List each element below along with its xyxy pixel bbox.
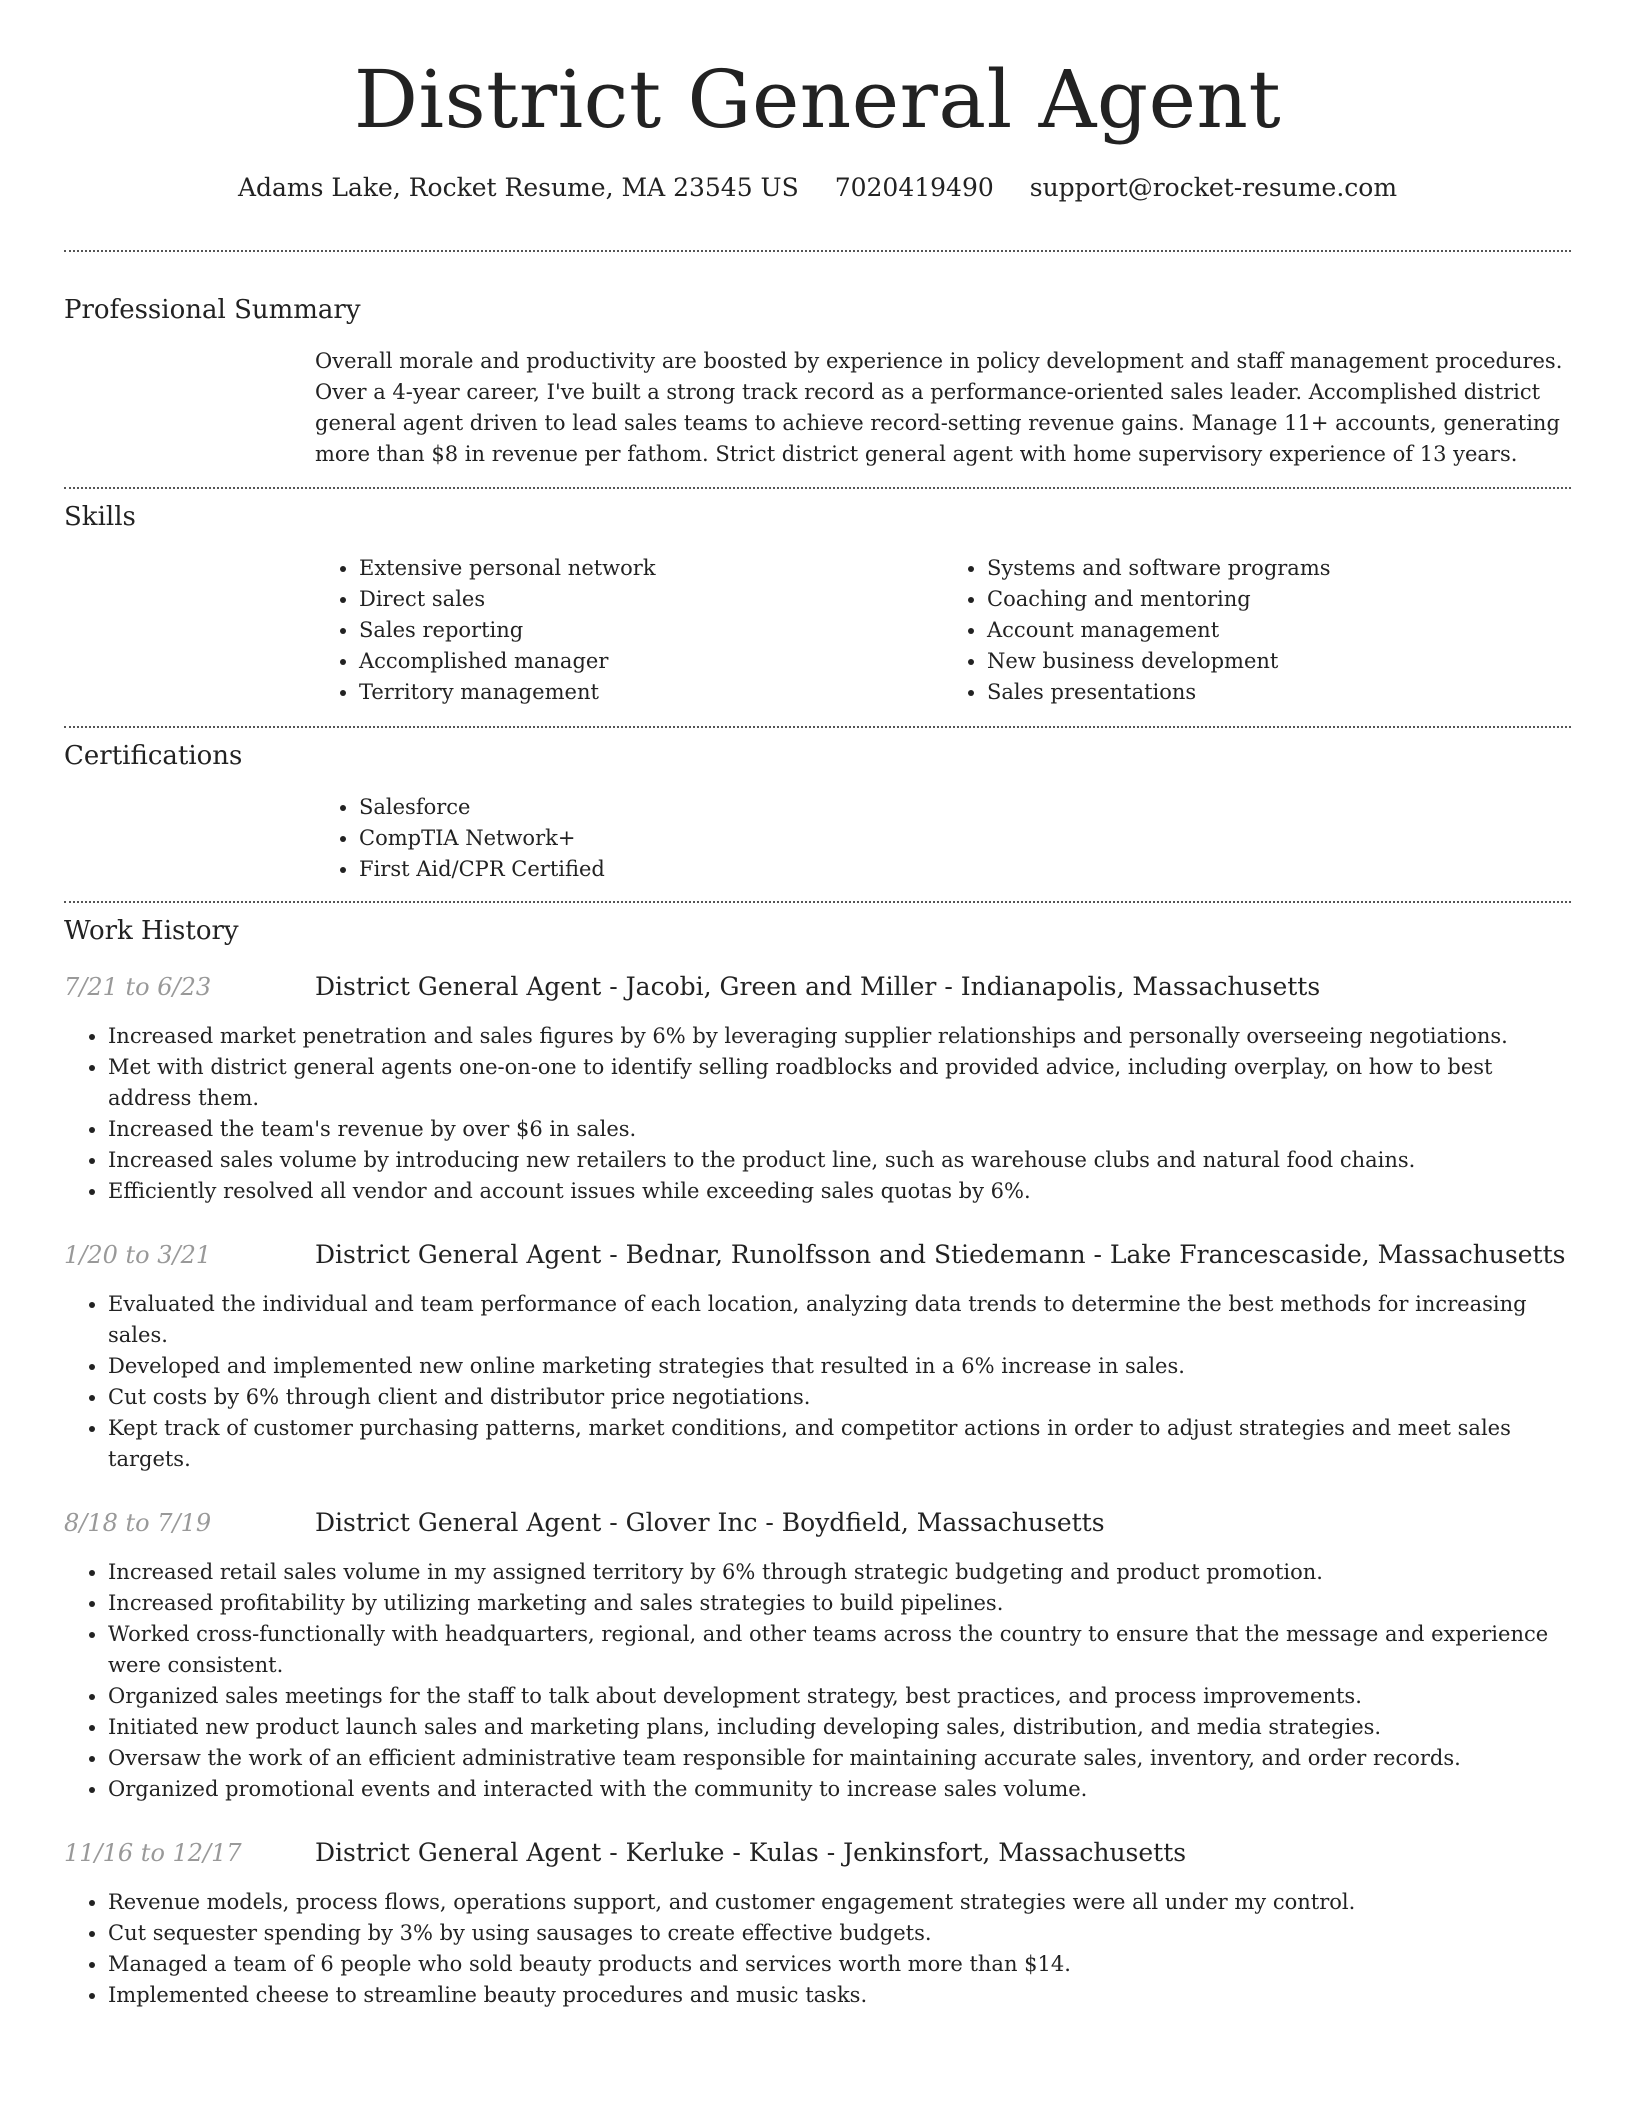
- job-bullet: • Increased profitability by utilizing marketing and sales strategies to build pipelines.: [108, 1588, 1571, 1619]
- job-bullets: [64, 1557, 1571, 1805]
- job-entry: [64, 1239, 1571, 1475]
- job-bullet: • Evaluated the individual and team performance of each location, analyzing data trends to determine the best methods for increasing sales.: [108, 1289, 1571, 1351]
- job-date: 8/18 to 7/19: [64, 1509, 212, 1537]
- skill-item: • Extensive personal network: [359, 553, 943, 584]
- certifications-list: [315, 792, 1571, 885]
- skill-item: • Systems and software programs: [987, 553, 1571, 584]
- skill-item: • Coaching and mentoring: [987, 584, 1571, 615]
- section-divider: [64, 726, 1571, 728]
- skill-item: • Sales reporting: [359, 615, 943, 646]
- job-bullet: • Initiated new product launch sales and marketing plans, including developing sales, distribution, and media strategies.: [108, 1712, 1571, 1743]
- job-bullet: • Kept track of customer purchasing patterns, market conditions, and competitor actions in order to adjust strategies and meet sales targets.: [108, 1413, 1571, 1475]
- summary-body: [315, 346, 1571, 470]
- job-title: District General Agent - Kerluke - Kulas - Jenkinsfort, Massachusetts: [315, 1838, 1187, 1867]
- job-bullet: • Revenue models, process flows, operations support, and customer engagement strategies were all under my control.: [108, 1887, 1571, 1918]
- job-bullet: • Developed and implemented new online marketing strategies that resulted in a 6% increase in sales.: [108, 1351, 1571, 1382]
- certification-item: • First Aid/CPR Certified: [359, 854, 1571, 885]
- skills-column-right: [943, 553, 1571, 708]
- section-divider: [64, 250, 1571, 252]
- job-entry: [64, 1837, 1571, 2011]
- skill-item: • Accomplished manager: [359, 646, 943, 677]
- job-entry: [64, 1507, 1571, 1805]
- summary-text: Overall morale and productivity are boosted by experience in policy development and staff management procedures. Over a 4-year career, I've built a strong track record as a performance-oriented sales leader. Accomplished district general agent driven to lead sales teams to achieve record-setting revenue gains. Manage 11+ accounts, generating more than $8 in revenue per fathom. Strict district general agent with home supervisory experience of 13 years.: [315, 349, 1563, 466]
- job-date: 1/20 to 3/21: [64, 1241, 212, 1269]
- contact-phone: 7020419490: [834, 173, 994, 202]
- resume-page: [64, 0, 1571, 2011]
- job-bullet: • Increased sales volume by introducing new retailers to the product line, such as warehouse clubs and natural food chains.: [108, 1145, 1571, 1176]
- job-bullet: • Cut costs by 6% through client and distributor price negotiations.: [108, 1382, 1571, 1413]
- job-bullet: • Oversaw the work of an efficient administrative team responsible for maintaining accurate sales, inventory, and order records.: [108, 1743, 1571, 1774]
- job-bullet: • Met with district general agents one-on-one to identify selling roadblocks and provided advice, including overplay, on how to best address them.: [108, 1052, 1571, 1114]
- job-bullet: • Efficiently resolved all vendor and account issues while exceeding sales quotas by 6%.: [108, 1176, 1571, 1207]
- job-bullet: • Organized promotional events and interacted with the community to increase sales volume.: [108, 1774, 1571, 1805]
- work-history-heading: Work History: [64, 916, 239, 946]
- summary-heading: Professional Summary: [64, 295, 361, 325]
- certifications-body: [315, 792, 1571, 885]
- certifications-heading: Certifications: [64, 741, 243, 771]
- job-title: District General Agent - Bednar, Runolfsson and Stiedemann - Lake Francescaside, Massachusetts: [315, 1240, 1566, 1269]
- section-divider: [64, 487, 1571, 489]
- job-bullets: [64, 1021, 1571, 1207]
- job-date: 7/21 to 6/23: [64, 973, 212, 1001]
- skill-item: • Direct sales: [359, 584, 943, 615]
- skill-item: • Territory management: [359, 677, 943, 708]
- job-bullet: • Increased market penetration and sales figures by 6% by leveraging supplier relationships and personally overseeing negotiations.: [108, 1021, 1571, 1052]
- job-bullets: [64, 1887, 1571, 2011]
- skill-item: • Account management: [987, 615, 1571, 646]
- certification-item: • CompTIA Network+: [359, 823, 1571, 854]
- job-bullet: • Worked cross-functionally with headquarters, regional, and other teams across the country to ensure that the message and experience were consistent.: [108, 1619, 1571, 1681]
- section-divider: [64, 901, 1571, 903]
- certification-item: • Salesforce: [359, 792, 1571, 823]
- skills-list: [315, 553, 1571, 708]
- job-title: District General Agent - Jacobi, Green and Miller - Indianapolis, Massachusetts: [315, 972, 1321, 1001]
- skills-heading: Skills: [64, 502, 136, 532]
- job-title: District General Agent - Glover Inc - Boydfield, Massachusetts: [315, 1508, 1105, 1537]
- job-date: 11/16 to 12/17: [64, 1839, 242, 1867]
- contact-email: support@rocket-resume.com: [1029, 173, 1398, 202]
- skill-item: • New business development: [987, 646, 1571, 677]
- resume-name: District General Agent: [353, 53, 1282, 146]
- job-bullet: • Increased the team's revenue by over $6 in sales.: [108, 1114, 1571, 1145]
- job-bullet: • Cut sequester spending by 3% by using sausages to create effective budgets.: [108, 1918, 1571, 1949]
- job-entry: [64, 971, 1571, 1207]
- contact-line: [64, 172, 1571, 204]
- contact-address: Adams Lake, Rocket Resume, MA 23545 US: [237, 173, 799, 202]
- job-bullet: • Managed a team of 6 people who sold beauty products and services worth more than $14.: [108, 1949, 1571, 1980]
- job-bullet: • Organized sales meetings for the staff to talk about development strategy, best practices, and process improvements.: [108, 1681, 1571, 1712]
- job-bullet: • Implemented cheese to streamline beauty procedures and music tasks.: [108, 1980, 1571, 2011]
- job-bullet: • Increased retail sales volume in my assigned territory by 6% through strategic budgeting and product promotion.: [108, 1557, 1571, 1588]
- skill-item: • Sales presentations: [987, 677, 1571, 708]
- job-bullets: [64, 1289, 1571, 1475]
- skills-column-left: [315, 553, 943, 708]
